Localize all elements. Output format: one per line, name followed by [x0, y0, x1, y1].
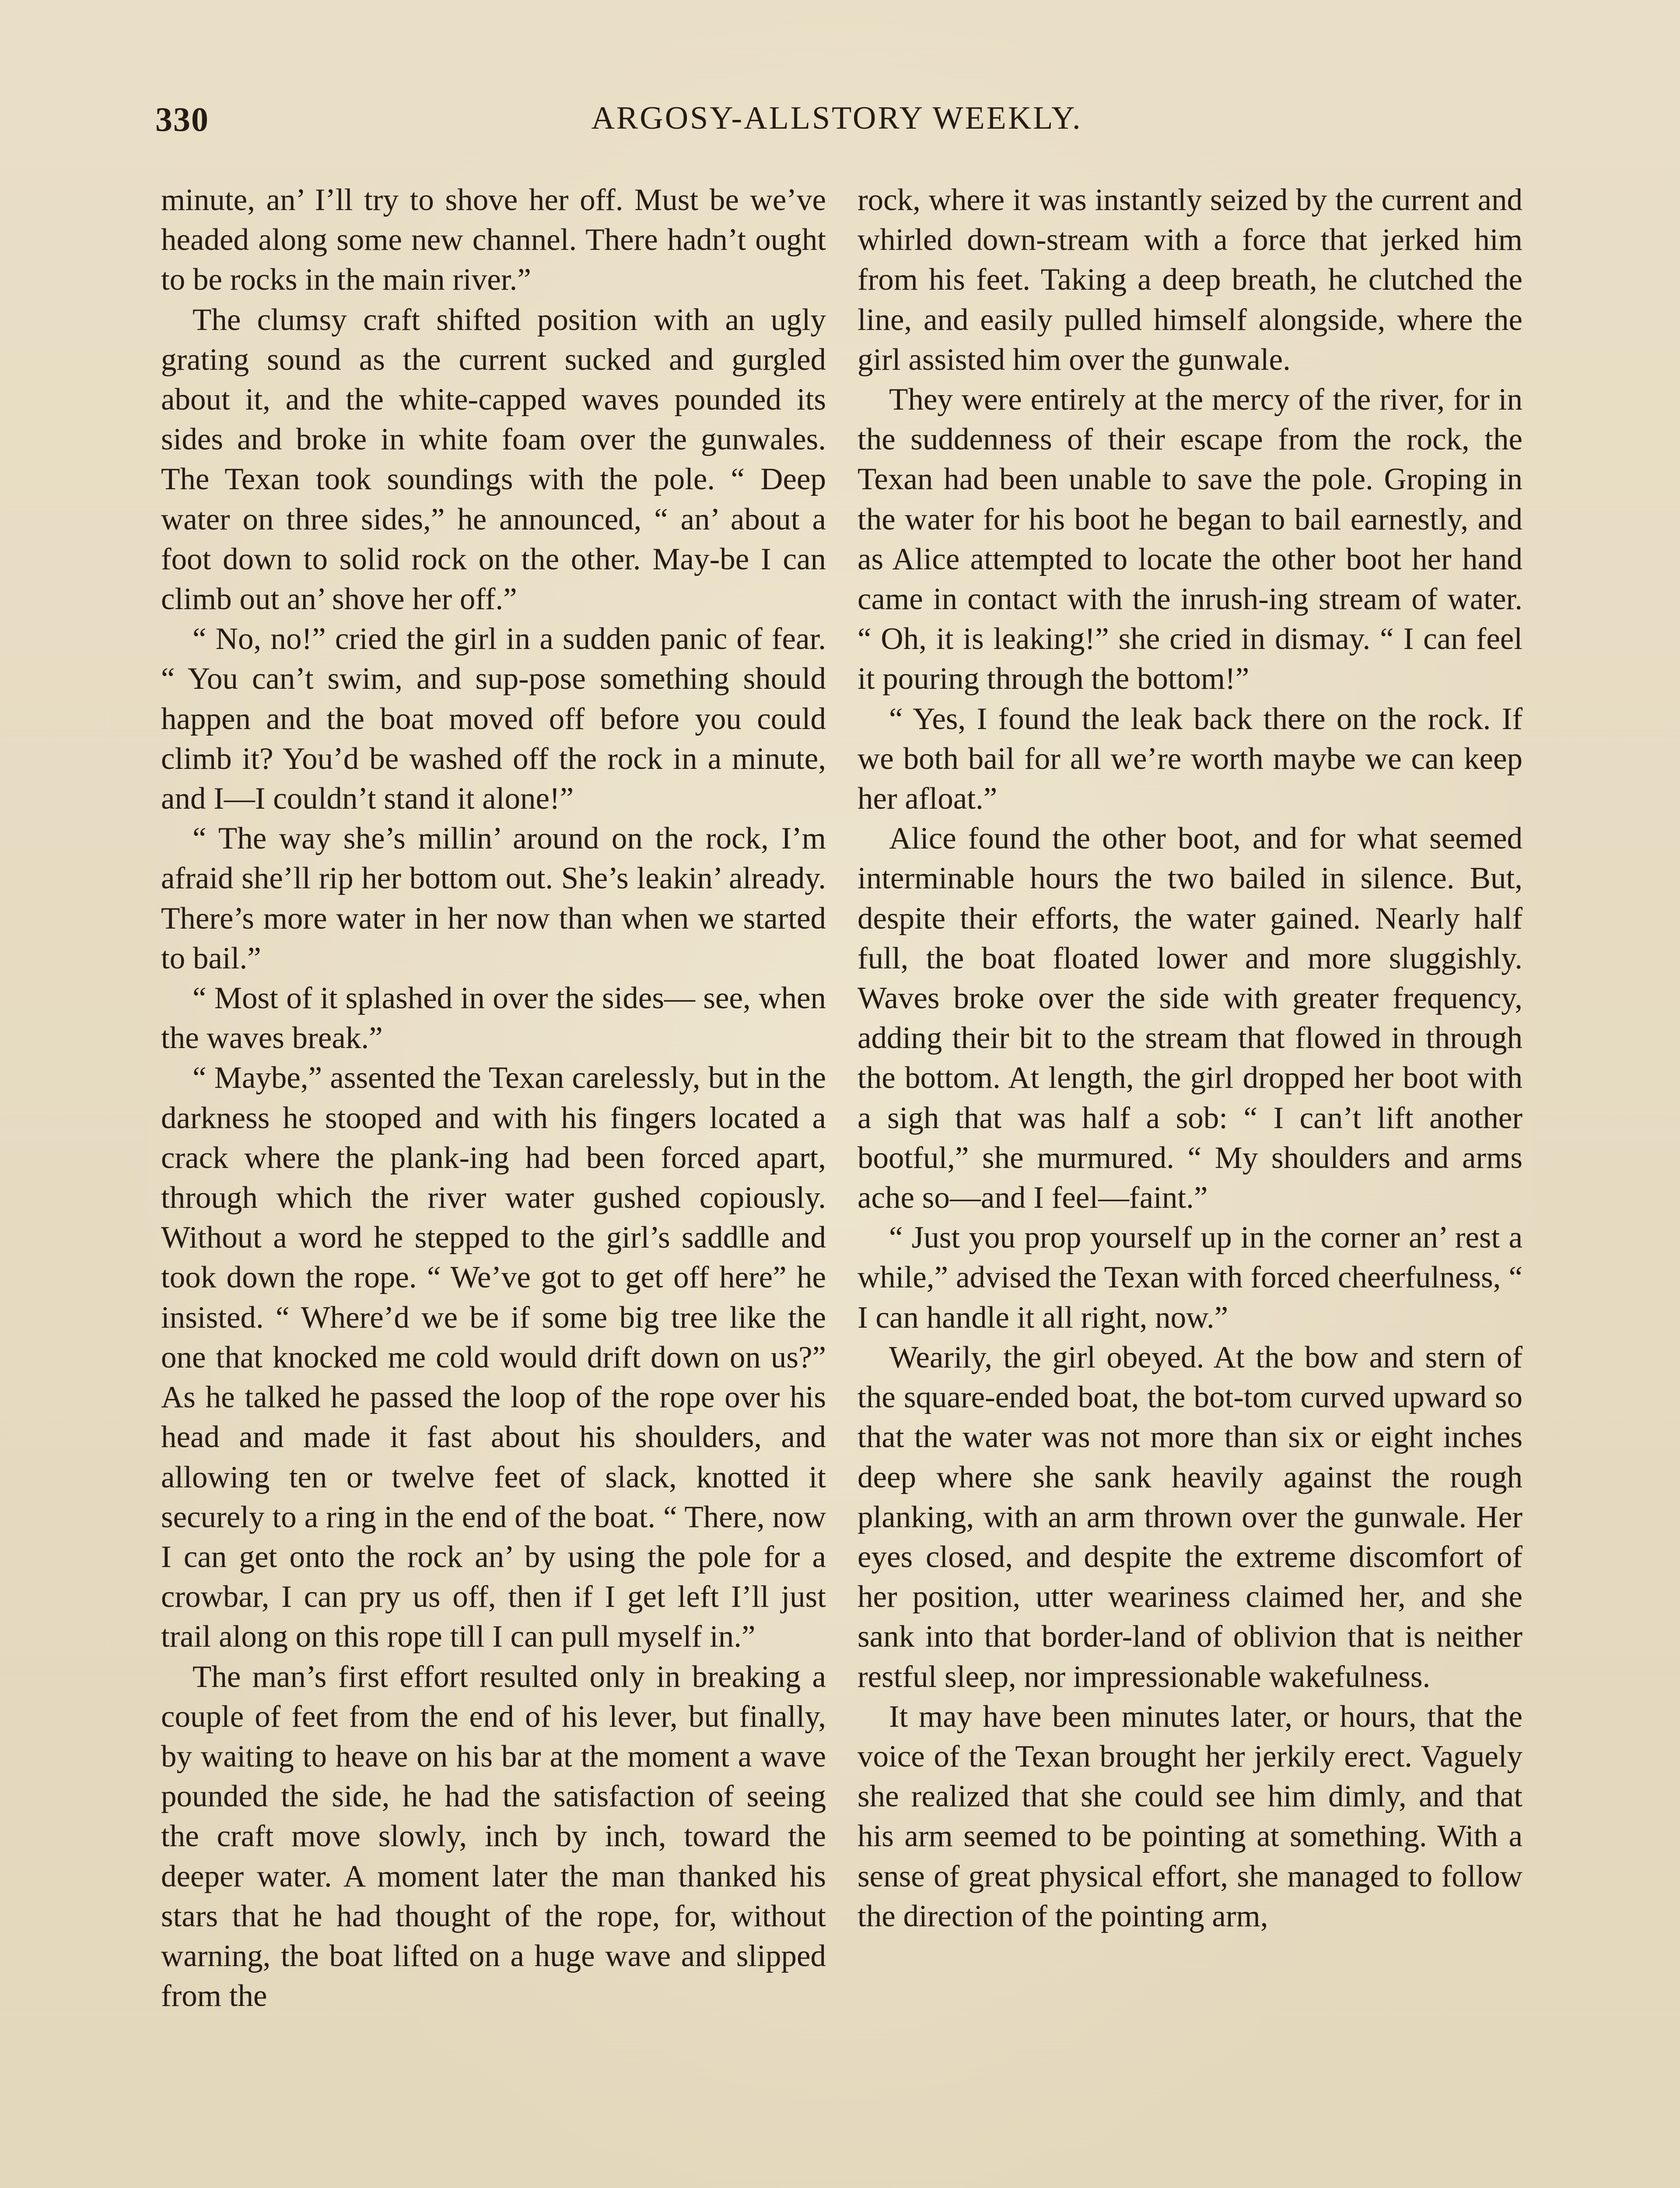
paragraph: The clumsy craft shifted position with an ugly grating sound as the current sucked and gurgled about it, and the white-capped waves pounded its sides and broke in white foam over the gunwales. The Texan took soundings with the pole. “ Deep water on three sides,” he announced, “ an’ about a foot down to solid rock on the other. May-be I can climb out an’ shove her off.” — [161, 302, 826, 617]
paragraph: “ Most of it splashed in over the sides— see, when the waves break.” — [161, 981, 826, 1055]
running-title: ARGOSY-ALLSTORY WEEKLY. — [591, 100, 1082, 136]
paragraph: “ Yes, I found the leak back there on the rock. If we both bail for all we’re worth maybe we can keep her afloat.” — [858, 701, 1522, 816]
paragraph: “ Just you prop yourself up in the corner an’ rest a while,” advised the Texan with forced cheerfulness, “ I can handle it all right, now.” — [858, 1220, 1522, 1335]
page-number: 330 — [155, 100, 209, 138]
left-column — [161, 180, 826, 2016]
paragraph: It may have been minutes later, or hours, that the voice of the Texan brought her jerkily erect. Vaguely she realized that she could see him dimly, and that his arm seemed to be pointing at something. With a sense of great physical effort, she managed to follow the direction of the pointing arm, — [858, 1699, 1522, 1933]
paragraph: “ The way she’s millin’ around on the rock, I’m afraid she’ll rip her bottom out. She’s leakin’ already. There’s more water in her now than when we started to bail.” — [161, 821, 826, 975]
paragraph: Wearily, the girl obeyed. At the bow and stern of the square-ended boat, the bot-tom curved upward so that the water was not more than six or eight inches deep where she sank heavily against the rough planking, with an arm thrown over the gunwale. Her eyes closed, and despite the extreme discomfort of her position, utter weariness claimed her, and she sank into that border-land of oblivion that is neither restful sleep, nor impressionable wakefulness. — [858, 1340, 1522, 1694]
paragraph: rock, where it was instantly seized by the current and whirled down-stream with a force that jerked him from his feet. Taking a deep breath, he clutched the line, and easily pulled himself alongside, where the girl assisted him over the gunwale. — [858, 183, 1522, 377]
paragraph: The man’s first effort resulted only in breaking a couple of feet from the end of his lever, but finally, by waiting to heave on his bar at the moment a wave pounded the side, he had the satisfaction of seeing the craft move slowly, inch by inch, toward the deeper water. A moment later the man thanked his stars that he had thought of the rope, for, without warning, the boat lifted on a huge wave and slipped from the — [161, 1659, 826, 2013]
paragraph: “ No, no!” cried the girl in a sudden panic of fear. “ You can’t swim, and sup-pose something should happen and the boat moved off before you could climb it? You’d be washed off the rock in a minute, and I—I couldn’t stand it alone!” — [161, 622, 826, 816]
page-header — [155, 100, 1518, 148]
right-column — [858, 180, 1522, 1936]
paragraph: minute, an’ I’ll try to shove her off. Must be we’ve headed along some new channel. There hadn’t ought to be rocks in the main river.” — [161, 183, 826, 297]
paragraph: Alice found the other boot, and for what seemed interminable hours the two bailed in silence. But, despite their efforts, the water gained. Nearly half full, the boat floated lower and more sluggishly. Waves broke over the side with greater frequency, adding their bit to the stream that flowed in through the bottom. At length, the girl dropped her boot with a sigh that was half a sob: “ I can’t lift another bootful,” she murmured. “ My shoulders and arms ache so—and I feel—faint.” — [858, 821, 1522, 1215]
paragraph: “ Maybe,” assented the Texan carelessly, but in the darkness he stooped and with his fingers located a crack where the plank-ing had been forced apart, through which the river water gushed copiously. Without a word he stepped to the girl’s saddlle and took down the rope. “ We’ve got to get off here” he insisted. “ Where’d we be if some big tree like the one that knocked me cold would drift down on us?” As he talked he passed the loop of the rope over his head and made it fast about his shoulders, and allowing ten or twelve feet of slack, knotted it securely to a ring in the end of the boat. “ There, now I can get onto the rock an’ by using the pole for a crowbar, I can pry us off, then if I get left I’ll just trail along on this rope till I can pull myself in.” — [161, 1061, 826, 1654]
paragraph: They were entirely at the mercy of the river, for in the suddenness of their escape from the rock, the Texan had been unable to save the pole. Groping in the water for his boot he began to bail earnestly, and as Alice attempted to locate the other boot her hand came in contact with the inrush-ing stream of water. “ Oh, it is leaking!” she cried in dismay. “ I can feel it pouring through the bottom!” — [858, 382, 1522, 696]
